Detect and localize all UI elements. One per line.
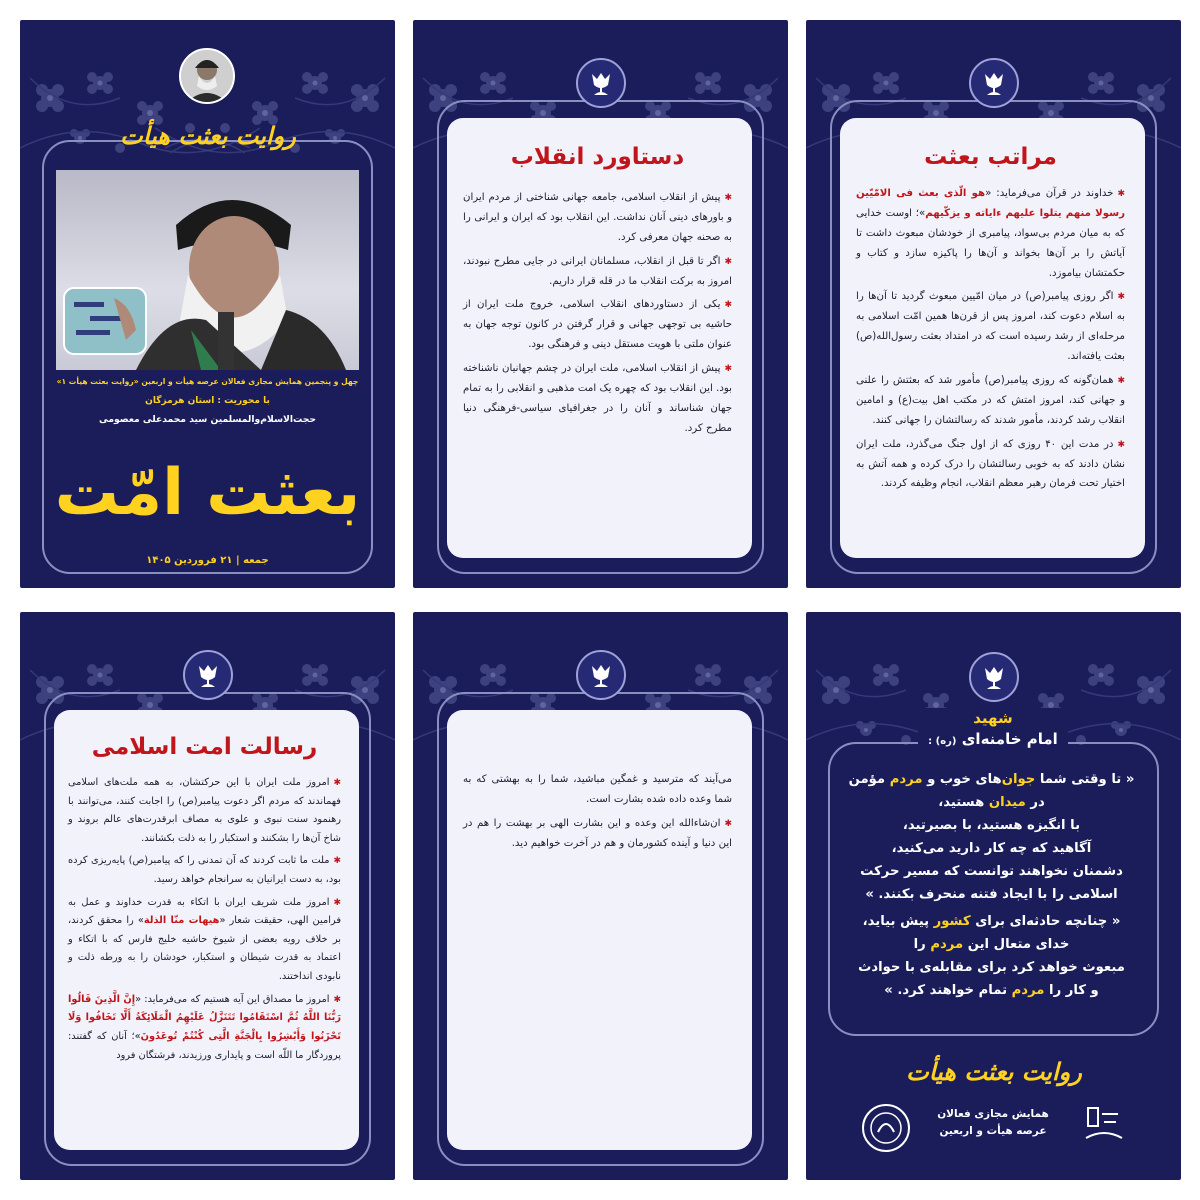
quote-line: با انگیزه هستید، با بصیرتید، xyxy=(902,818,1081,834)
tulip-icon xyxy=(588,69,614,97)
bullet-icon: ✱ xyxy=(724,818,732,829)
avatar xyxy=(179,48,235,104)
bullet-icon: ✱ xyxy=(724,256,732,267)
tulip-emblem xyxy=(969,652,1019,702)
footer-line-2: عرصه هیأت و اربعین xyxy=(939,1125,1047,1137)
quote-line: « چنانچه حادثه‌ای برای کشور پیش بیاید، xyxy=(862,914,1121,929)
paragraph xyxy=(856,287,1125,367)
tulip-emblem xyxy=(576,650,626,700)
bullet-icon: ✱ xyxy=(1117,439,1125,450)
bullet-icon: ✱ xyxy=(1117,189,1126,199)
tulip-emblem xyxy=(183,650,233,700)
header-suffix: (ره) : xyxy=(928,736,957,747)
paragraph xyxy=(68,852,341,889)
panel-quotes xyxy=(806,612,1181,1180)
quote-highlight: مردم xyxy=(889,772,923,787)
paragraph-text: در مدت این ۴۰ روزی که از اول جنگ می‌گذرد، ملت ایران نشان دادند که به خوبی رسالتشان را درک کرده و همه آتش به اختیار تحت فرمان رهبر معظم انقلاب، انجام وظیفه کردند. xyxy=(856,438,1125,490)
paragraph xyxy=(463,295,732,355)
paragraph-text: »؛ آنان که گفتند: پروردگار ما اللّه است و پایداری ورزیدند، فرشتگان فرود xyxy=(68,1030,341,1061)
bullet-icon: ✱ xyxy=(333,897,341,908)
tulip-emblem xyxy=(969,58,1019,108)
bullet-icon: ✱ xyxy=(724,300,732,311)
paragraph xyxy=(68,774,341,848)
panel-levels xyxy=(806,20,1181,588)
quote-highlight: میدان xyxy=(988,795,1026,811)
panel-achievement xyxy=(413,20,788,588)
card-title: مراتب بعثت xyxy=(924,144,1057,170)
paragraph-text: امروز ملت شریف ایران با اتکاء به قدرت خداوند و عمل به فرامین الهی، حقیقت شعار « xyxy=(68,896,342,927)
paragraph-text: ملت ما ثابت کردند که آن تمدنی را که پیامبر(ص) پایه‌ریزی کرده بود، به دست ایرانیان به سرانجام خواهد رسید. xyxy=(68,855,341,886)
seal-icon xyxy=(864,1106,908,1150)
header-name: امام خامنه‌ای xyxy=(961,730,1058,748)
panel-continuation xyxy=(413,612,788,1180)
paragraph-text: »؛ اوست خدایی که به میان مردم بی‌سواد، پیامبری از خودشان مبعوث داشت تا آیاتش را بر آن‌ها بخواند و آن‌ها را پاکیزه سازد و کتاب و حکمتشان بیاموزد. xyxy=(856,207,1125,279)
quote-line: اسلامی را با ایجاد فتنه منحرف بکنند. » xyxy=(865,887,1118,903)
event-line: چهل و پنجمین همایش مجازی فعالان عرصه هیأت و اربعین «روایت بعثت هیأت ۱» xyxy=(56,377,359,386)
quote-line: و کار را مردم تمام خواهند کرد. » xyxy=(884,983,1099,999)
paragraph-text: امروز ما مصداق این آیه هستیم که می‌فرماید: « xyxy=(135,993,330,1005)
bullet-icon: ✱ xyxy=(333,856,341,867)
event-logo xyxy=(120,106,296,166)
paragraph-text: » را محقق کردند، بر خلاف رویه بعضی از شیوخ حاشیه خلیج فارس که با اتکاء و اعتماد به قدرت شیطان و استکبار، خودشان را به ورطه ذلت و نابودی انداختند. xyxy=(68,915,341,983)
content-card xyxy=(447,710,752,1150)
header-name-line xyxy=(918,728,1068,753)
logo-text: روایت بعثت هیأت xyxy=(120,121,296,150)
paragraph xyxy=(856,435,1125,495)
paragraph-text: ان‌شاءالله این وعده و این بشارت الهی بر بهشت را هم در این دنیا و آینده کشورمان و هم در آخرت خواهیم دید. xyxy=(463,817,732,849)
paragraph-text: همان‌گونه که روزی پیامبر(ص) مأمور شد که بعثتش را علنی و جهانی کند، امروز امتش که در مکتب اهل بیت(ع) و امامین انقلاب رشد کردند، مأمور شدند که رسالتشان را جهانی کنند. xyxy=(856,375,1125,426)
paragraph xyxy=(463,188,732,248)
verse-text: هو الّذی بعث فی الامّیّین رسولا منهم یتلوا علیهم ءایاته و یزکّیهم xyxy=(856,188,1125,219)
paragraph xyxy=(68,991,341,1065)
paragraph xyxy=(463,770,732,810)
quote-line: « تا وقتی شما جوان‌های خوب و مردم مؤمن xyxy=(848,772,1135,787)
province-line: با محوریت : استان هرمزگان xyxy=(145,396,270,406)
paragraph-text: یکی از دستاوردهای انقلاب اسلامی، خروج ملت ایران از حاشیه بی توجهی جهانی و قرار گرفتن در کانون توجه جهان به عنوان ملتی با هویت مستقل دینی و فرهنگی بود. xyxy=(463,299,732,351)
speaker-photo xyxy=(56,170,359,370)
content-card xyxy=(447,118,752,558)
paragraph xyxy=(463,359,732,439)
content-card xyxy=(840,118,1145,558)
tulip-icon xyxy=(195,661,221,689)
paragraph xyxy=(68,894,341,987)
card-title: دستاورد انقلاب xyxy=(510,144,685,170)
card-title: رسالت امت اسلامی xyxy=(91,734,318,760)
tulip-emblem xyxy=(576,58,626,108)
logo-text: روایت بعثت هیأت xyxy=(906,1057,1082,1086)
footer-seal-right xyxy=(1082,1104,1126,1148)
content-card xyxy=(54,710,359,1150)
speaker-name: حجت‌الاسلام‌والمسلمین سید محمدعلی معصومی xyxy=(99,414,316,425)
paragraph-text: اگر تا قبل از انقلاب، مسلمانان ایرانی در جایی مطرح نبودند، امروز به برکت انقلاب ما در قله قرار داریم. xyxy=(463,255,732,287)
bullet-icon: ✱ xyxy=(724,364,732,375)
paragraph xyxy=(463,252,732,292)
bullet-icon: ✱ xyxy=(333,778,341,788)
header-top: شهید xyxy=(973,709,1013,727)
quote-2 xyxy=(840,910,1143,1002)
paragraph xyxy=(856,371,1125,431)
quote-header xyxy=(918,708,1068,758)
quote-highlight: جوان xyxy=(1001,772,1036,787)
bullet-icon: ✱ xyxy=(1117,292,1125,303)
tulip-icon xyxy=(588,661,614,689)
paragraph-text: پیش از انقلاب اسلامی، جامعه جهانی شناختی از مردم ایران و باورهای دینی آنان نداشت. این انقلاب بود که ایران و ایرانی را به صحنه جهان معرفی کرد. xyxy=(463,192,732,243)
quote-line: دشمنان نخواهند توانست که مسیر حرکت xyxy=(860,864,1123,880)
calligraphy-seal-icon xyxy=(1082,1104,1126,1148)
paragraph xyxy=(463,814,732,854)
quote-line: مبعوث خواهد کرد برای مقابله‌ی با حوادث xyxy=(858,960,1125,976)
paragraph-text: می‌آیند که مترسید و غمگین مباشید، شما را به بهشتی که به شما وعده داده شده بشارت است. xyxy=(463,774,732,805)
verse-text: إِنَّ الَّذِینَ قَالُوا رَبُّنَا اللَّهُ ثُمَّ اسْتَقَامُوا تَتَنَزَّلُ عَلَیْهِمُ الْمَلَائِکَةُ أَلَّا تَخَافُوا وَلَا تَحْزَنُوا وَأَبْشِرُوا بِالْجَنَّةِ الَّتِی کُنْتُمْ تُوعَدُونَ xyxy=(68,993,341,1042)
tulip-icon xyxy=(981,69,1007,97)
quote-line: خدای متعال این مردم را xyxy=(913,937,1070,953)
footer-seal-left xyxy=(862,1104,910,1152)
date-line xyxy=(130,548,285,568)
tulip-icon xyxy=(981,663,1007,691)
footer-text xyxy=(918,1106,1068,1140)
quote-highlight: مردم xyxy=(1011,983,1045,999)
slogan-text: هیهات منّا الذلة xyxy=(143,915,220,927)
paragraph-text: خداوند در قرآن می‌فرماید: « xyxy=(985,188,1114,199)
bullet-icon: ✱ xyxy=(724,193,732,203)
paragraph-text: پیش از انقلاب اسلامی، ملت ایران در چشم جهانیان ناشناخته بود. این انقلاب بود که چهره یک امت مذهبی و انقلابی را به تمام جهان شناساند و آنان را در جغرافیای سیاسی-فرهنگی دنیا مطرح کرد. xyxy=(463,363,732,434)
quote-1 xyxy=(840,768,1143,907)
quote-highlight: مردم xyxy=(930,937,964,953)
footer-line-1: همایش مجازی فعالان xyxy=(937,1108,1049,1120)
paragraph-text: امروز ملت ایران با این حرکتشان، به همه ملت‌های اسلامی فهماندند که مردم اگر دعوت پیامبر(ص) را اجابت کنند، می‌توانند با رهنمود سنت نبوی و علوی به مصاف ابرقدرت‌های عالم بروند و شاخ آن‌ها را بشکنند و استکبار را به ذلت بکشانند. xyxy=(68,777,341,844)
quote-line: در میدان هستید، xyxy=(938,795,1045,811)
quote-highlight: کشور xyxy=(933,914,971,929)
cover-panel xyxy=(20,20,395,588)
panel-mission xyxy=(20,612,395,1180)
date-text: جمعه | ۲۱ فروردین ۱۴۰۵ xyxy=(146,555,269,566)
footer-logo xyxy=(906,1044,1082,1100)
big-title: بعثت امّت xyxy=(54,456,361,530)
quote-line: آگاهید که چه کار دارید می‌کنید، xyxy=(891,841,1092,857)
bullet-icon: ✱ xyxy=(1117,376,1125,387)
paragraph xyxy=(856,184,1125,283)
paragraph-text: اگر روزی پیامبر(ص) در میان امّیین مبعوث گردید تا آن‌ها را به اسلام دعوت کند، امروز پس از قرن‌ها همین امّت اسلامی به مرحله‌ای از رشد رسیده است که در امتداد بعثت رسول‌الله(ص) بعثت یافته‌اند. xyxy=(856,291,1125,363)
bullet-icon: ✱ xyxy=(333,994,341,1005)
